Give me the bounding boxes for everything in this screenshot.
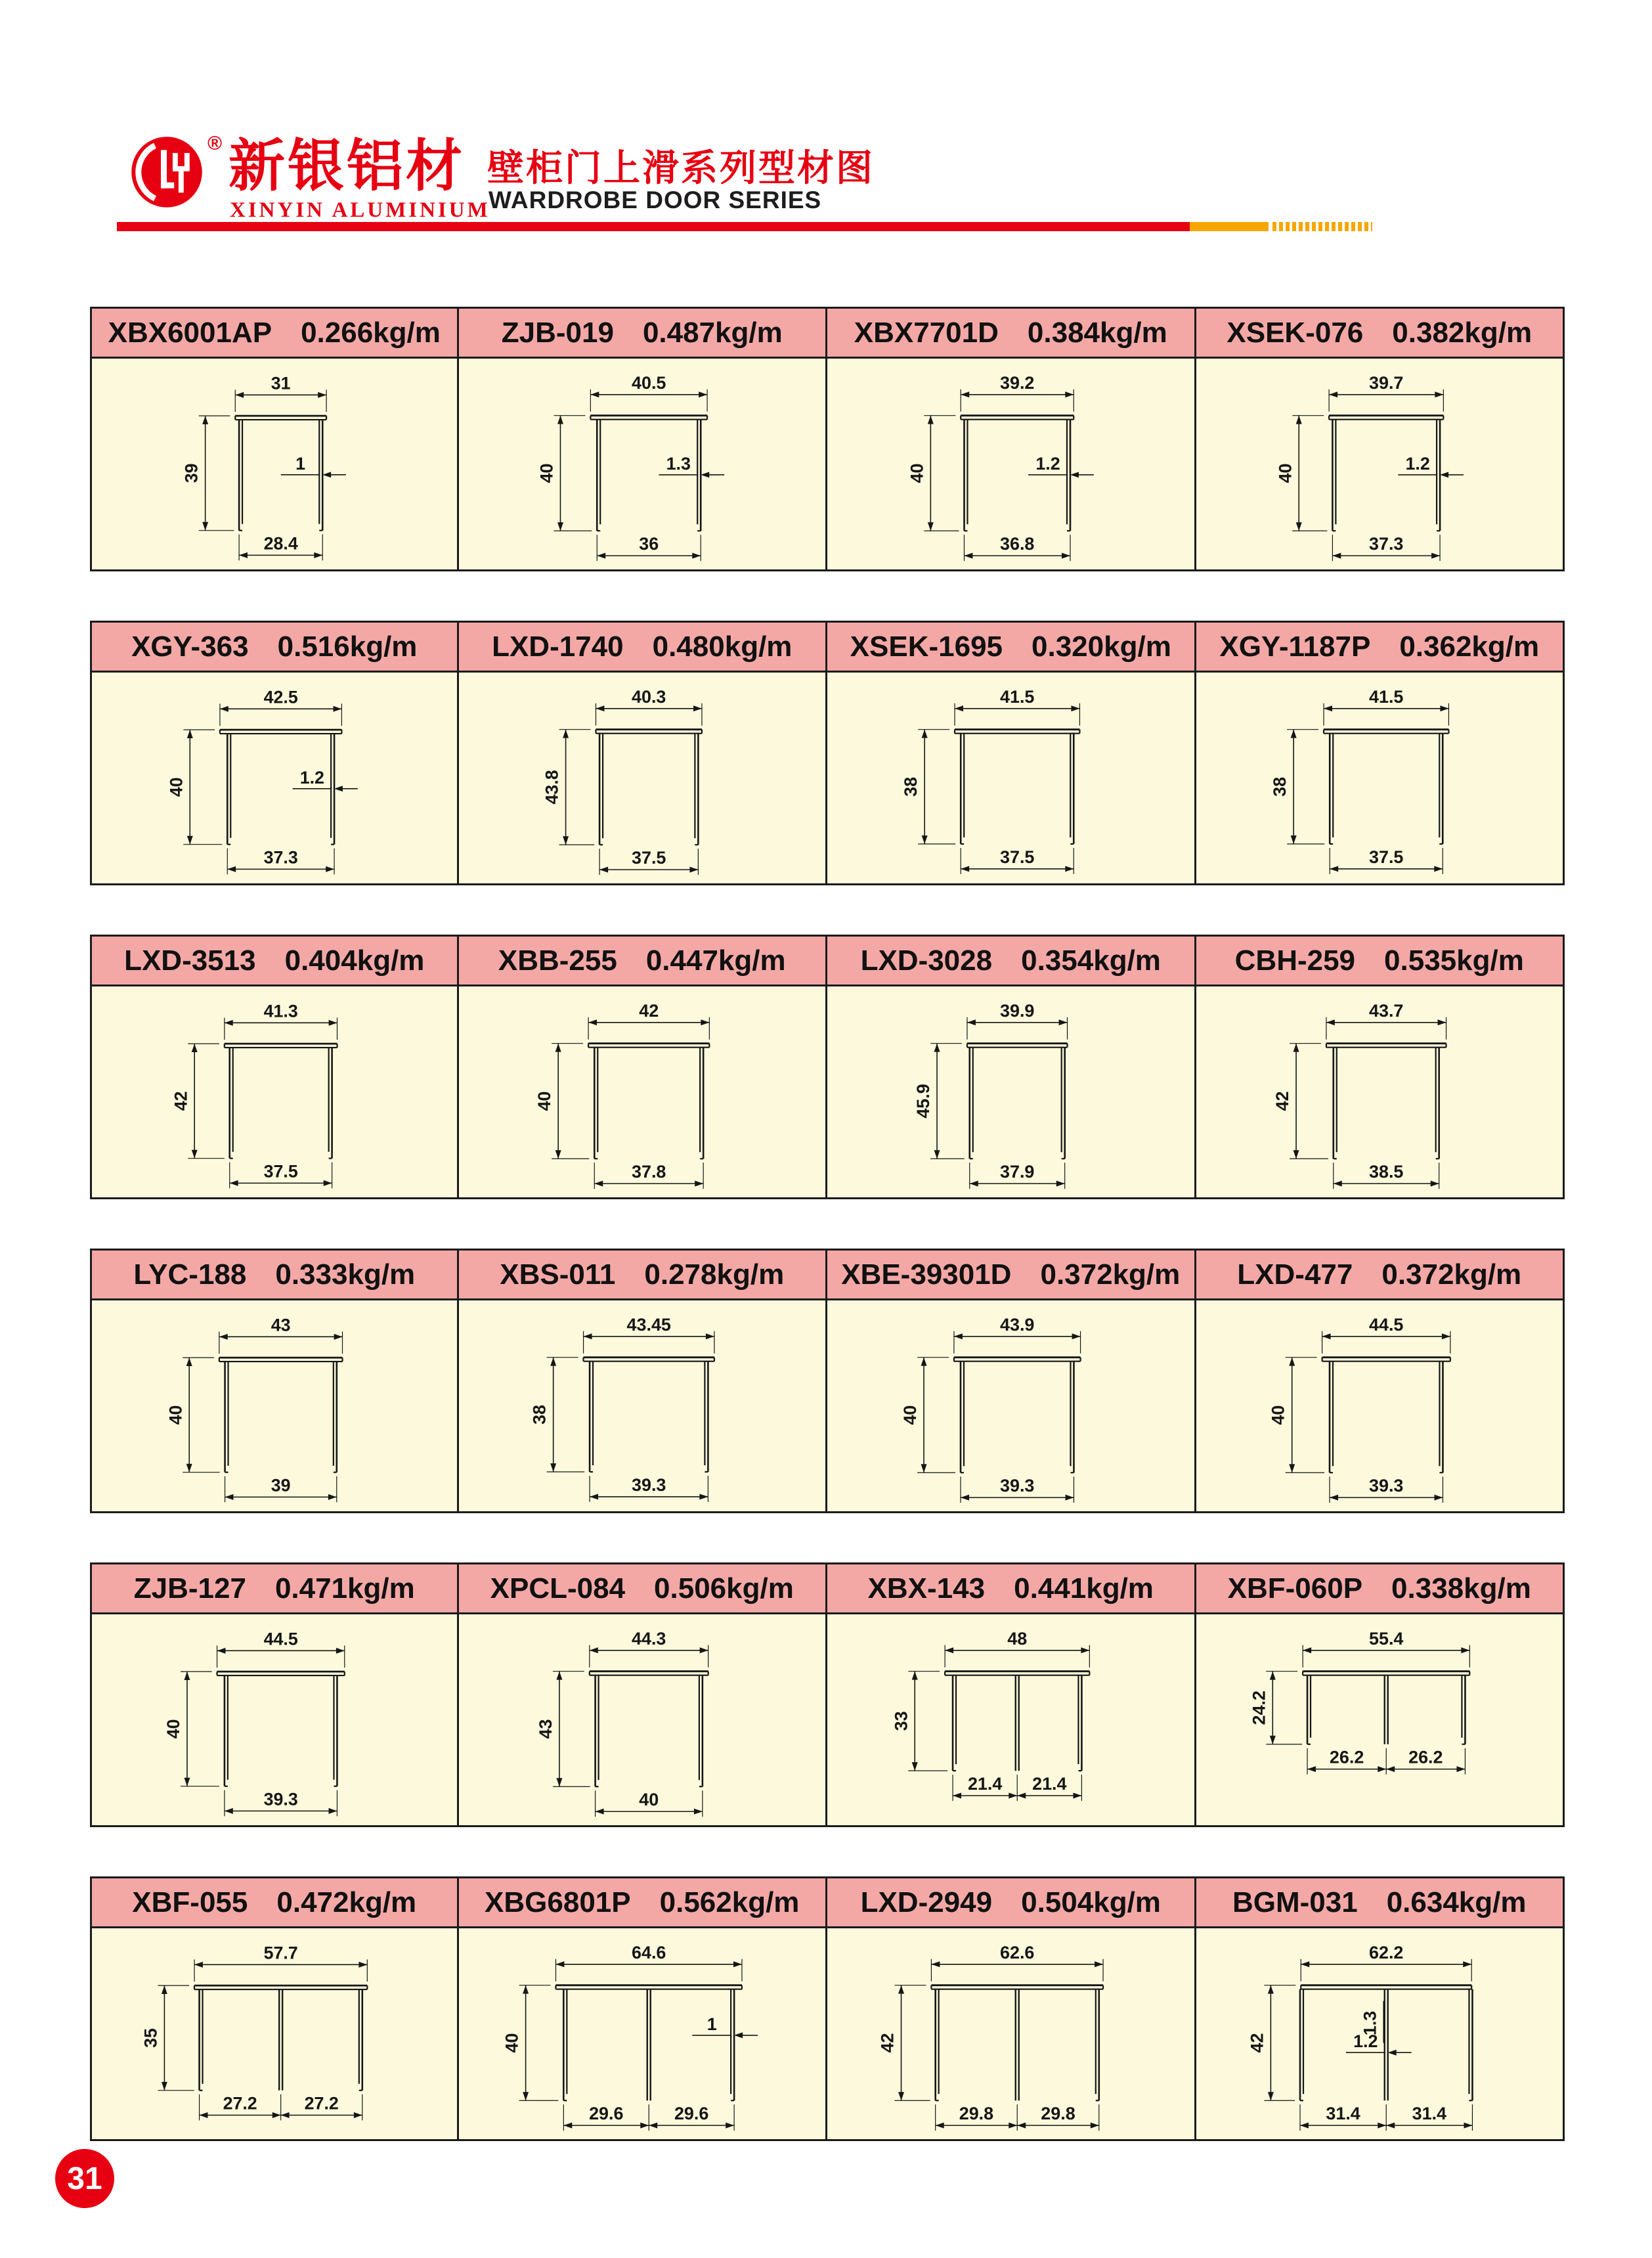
profile-weight-label: 0.480kg/m [652, 630, 793, 663]
profile-drawing-area [827, 1300, 1194, 1511]
registered-trademark: ® [207, 133, 223, 154]
svg-text:40: 40 [638, 1790, 659, 1810]
svg-text:39.2: 39.2 [1000, 372, 1035, 393]
profile-card [90, 621, 459, 885]
svg-text:42: 42 [1272, 1091, 1292, 1111]
profile-card-header [1196, 937, 1563, 986]
svg-text:38.5: 38.5 [1368, 1162, 1403, 1182]
svg-text:43.7: 43.7 [1368, 1000, 1403, 1021]
profile-card [457, 621, 828, 885]
profile-drawing-area [1196, 673, 1563, 883]
svg-text:41.5: 41.5 [1368, 686, 1403, 707]
profile-drawing-area [1196, 1928, 1563, 2139]
profile-drawing-area [827, 1614, 1194, 1825]
profile-drawing-area [827, 1928, 1194, 2139]
svg-text:62.6: 62.6 [1000, 1942, 1035, 1962]
svg-text:21.4: 21.4 [1032, 1774, 1067, 1794]
svg-text:43.45: 43.45 [626, 1314, 671, 1335]
profile-card-header [459, 937, 826, 986]
profile-drawing-area [92, 359, 457, 569]
profile-card-header [827, 623, 1194, 673]
svg-text:45.9: 45.9 [913, 1084, 934, 1118]
svg-text:44.5: 44.5 [1368, 1314, 1403, 1335]
profile-model-label: XBB-255 [498, 944, 617, 977]
svg-text:38: 38 [529, 1404, 550, 1425]
profile-cross-section-drawing [827, 986, 1194, 1197]
page-title-chinese: 壁柜门上滑系列型材图 [487, 147, 875, 188]
profile-weight-label: 0.384kg/m [1027, 316, 1167, 349]
header-rule-yellow [1190, 222, 1269, 231]
header-rule-red [117, 222, 1190, 231]
profile-weight-label: 0.372kg/m [1040, 1258, 1181, 1291]
svg-text:31.4: 31.4 [1325, 2104, 1360, 2124]
profile-cross-section-drawing [827, 673, 1194, 883]
svg-text:40: 40 [534, 1091, 554, 1111]
profile-weight-label: 0.535kg/m [1384, 944, 1524, 977]
page-title-english: WARDROBE DOOR SERIES [489, 187, 822, 213]
profile-card [825, 1249, 1196, 1513]
svg-text:26.2: 26.2 [1408, 1747, 1443, 1767]
profile-weight-label: 0.266kg/m [301, 316, 441, 349]
profile-weight-label: 0.471kg/m [274, 1572, 415, 1605]
svg-text:24.2: 24.2 [1248, 1691, 1269, 1725]
profile-weight-label: 0.634kg/m [1386, 1886, 1527, 1918]
profile-model-label: XBF-060P [1227, 1572, 1363, 1605]
svg-text:29.6: 29.6 [588, 2104, 623, 2124]
profile-drawing-area [459, 986, 826, 1197]
profile-cross-section-drawing [1196, 986, 1563, 1197]
svg-text:29.8: 29.8 [959, 2104, 994, 2124]
profile-cross-section-drawing [459, 1300, 826, 1511]
brand-name-english: XINYIN ALUMINIUM [230, 198, 490, 222]
profile-drawing-area [827, 673, 1194, 883]
profile-card-header [92, 1564, 457, 1614]
profile-model-label: BGM-031 [1232, 1886, 1358, 1918]
profile-card [90, 935, 459, 1199]
svg-text:37.5: 37.5 [1368, 847, 1403, 867]
profile-model-label: XSEK-1695 [850, 630, 1003, 663]
profile-cross-section-drawing [92, 1928, 457, 2139]
profile-model-label: XBX-143 [867, 1572, 986, 1605]
profile-drawing-area [1196, 986, 1563, 1197]
profile-drawing-area [459, 1928, 826, 2139]
profile-model-label: CBH-259 [1234, 944, 1356, 977]
profile-card [90, 307, 459, 571]
profile-weight-label: 0.487kg/m [642, 316, 783, 349]
svg-text:39.3: 39.3 [1000, 1476, 1035, 1496]
svg-text:27.2: 27.2 [223, 2093, 257, 2114]
profile-cross-section-drawing [1196, 359, 1563, 569]
profile-card [457, 1562, 828, 1827]
header-rule-stripes [1272, 222, 1372, 231]
profile-drawing-area [92, 986, 457, 1197]
svg-text:28.4: 28.4 [263, 533, 298, 554]
profile-cross-section-drawing [459, 673, 826, 883]
svg-text:40: 40 [165, 1405, 186, 1425]
profile-card-header [92, 1251, 457, 1300]
svg-text:1.2: 1.2 [1035, 453, 1060, 474]
svg-text:64.6: 64.6 [631, 1942, 666, 1962]
profile-card [825, 307, 1196, 571]
svg-text:40: 40 [1268, 1405, 1288, 1425]
profile-drawing-area [459, 1614, 826, 1825]
profile-card-header [827, 309, 1194, 359]
profile-weight-label: 0.504kg/m [1021, 1886, 1161, 1918]
svg-text:41.3: 41.3 [263, 1001, 298, 1021]
profile-cross-section-drawing [827, 1300, 1194, 1511]
svg-text:40: 40 [536, 463, 557, 483]
profile-model-label: LXD-3513 [124, 944, 256, 977]
profile-cross-section-drawing [1196, 1300, 1563, 1511]
profile-model-label: XGY-1187P [1219, 630, 1371, 663]
svg-text:39.7: 39.7 [1368, 372, 1403, 393]
profile-model-label: LXD-2949 [860, 1886, 993, 1918]
svg-text:42: 42 [1246, 2033, 1267, 2053]
profile-drawing-area [459, 1300, 826, 1511]
profile-weight-label: 0.404kg/m [284, 944, 425, 977]
svg-text:37.5: 37.5 [1000, 847, 1035, 867]
profile-weight-label: 0.338kg/m [1391, 1572, 1531, 1605]
page-number: 31 [67, 2161, 102, 2196]
profile-card [1194, 1562, 1565, 1827]
svg-text:38: 38 [901, 776, 921, 797]
svg-text:26.2: 26.2 [1329, 1747, 1364, 1767]
profile-card-header [92, 1878, 457, 1928]
profile-card [1194, 935, 1565, 1199]
svg-text:42: 42 [877, 2033, 898, 2053]
svg-text:1.2: 1.2 [1404, 453, 1430, 474]
profile-model-label: XSEK-076 [1227, 316, 1364, 349]
profile-card [90, 1249, 459, 1513]
brand-logo-icon [130, 135, 204, 209]
svg-text:44.5: 44.5 [263, 1629, 298, 1649]
profile-card-header [459, 309, 826, 359]
profile-cross-section-drawing [459, 1928, 826, 2139]
profile-weight-label: 0.333kg/m [275, 1258, 416, 1291]
profile-model-label: XBX6001AP [108, 316, 272, 349]
profile-card [825, 935, 1196, 1199]
profile-weight-label: 0.447kg/m [645, 944, 786, 977]
profile-model-label: LXD-1740 [492, 630, 624, 663]
svg-text:55.4: 55.4 [1368, 1628, 1403, 1649]
profile-weight-label: 0.320kg/m [1032, 630, 1171, 663]
profile-drawing-area [92, 673, 457, 883]
svg-text:36.8: 36.8 [1000, 534, 1035, 554]
svg-text:21.4: 21.4 [967, 1774, 1003, 1794]
svg-text:1.3: 1.3 [666, 453, 691, 474]
profile-cross-section-drawing [459, 359, 826, 569]
svg-text:40: 40 [166, 777, 186, 797]
profile-model-label: ZJB-019 [501, 316, 614, 349]
profile-card [90, 1562, 459, 1827]
profile-card [1194, 1876, 1565, 2141]
profile-model-label: XBS-011 [500, 1258, 616, 1291]
svg-text:39: 39 [271, 1475, 291, 1495]
profile-card-header [827, 1564, 1194, 1614]
profile-card-header [827, 937, 1194, 986]
profile-model-label: LXD-477 [1237, 1258, 1353, 1291]
profile-cross-section-drawing [92, 673, 457, 883]
svg-text:40: 40 [1274, 463, 1295, 483]
profile-drawing-area [1196, 1300, 1563, 1511]
svg-text:37.3: 37.3 [263, 847, 298, 868]
svg-text:40: 40 [907, 463, 927, 483]
svg-text:36: 36 [638, 534, 659, 554]
profile-weight-label: 0.441kg/m [1014, 1572, 1154, 1605]
profile-weight-label: 0.382kg/m [1392, 316, 1532, 349]
profile-card [457, 1249, 828, 1513]
svg-text:39.9: 39.9 [1000, 1000, 1035, 1021]
svg-text:43.9: 43.9 [1000, 1314, 1035, 1335]
profile-model-label: XBX7701D [854, 316, 999, 349]
svg-text:43: 43 [271, 1315, 291, 1335]
profile-card-header [1196, 1251, 1563, 1300]
profile-drawing-area [1196, 359, 1563, 569]
profile-card-header [92, 623, 457, 673]
svg-text:29.8: 29.8 [1041, 2104, 1076, 2124]
profile-model-label: XBG6801P [485, 1886, 631, 1918]
svg-text:31.4: 31.4 [1412, 2104, 1446, 2124]
profile-card-header [459, 1564, 826, 1614]
svg-text:27.2: 27.2 [304, 2093, 339, 2114]
svg-text:1.2: 1.2 [299, 767, 324, 787]
profile-drawing-area [92, 1300, 457, 1511]
profile-card [825, 1562, 1196, 1827]
svg-text:37.5: 37.5 [263, 1161, 298, 1182]
svg-text:37.8: 37.8 [631, 1162, 666, 1182]
profile-drawing-area [459, 359, 826, 569]
profile-drawing-area [827, 986, 1194, 1197]
svg-text:62.2: 62.2 [1368, 1942, 1403, 1962]
profile-weight-label: 0.516kg/m [277, 630, 418, 663]
svg-text:39.3: 39.3 [1368, 1476, 1403, 1496]
profile-cross-section-drawing [92, 359, 457, 569]
profile-weight-label: 0.278kg/m [644, 1258, 785, 1291]
svg-text:1.3: 1.3 [1359, 2010, 1380, 2036]
svg-text:37.3: 37.3 [1368, 534, 1403, 554]
profile-card-header [827, 1251, 1194, 1300]
svg-text:43.8: 43.8 [542, 770, 562, 805]
profile-model-label: ZJB-127 [133, 1572, 246, 1605]
profile-drawing-area [1196, 1614, 1563, 1825]
svg-text:40.5: 40.5 [631, 372, 666, 393]
svg-text:1: 1 [706, 2014, 717, 2034]
svg-text:1.2: 1.2 [1353, 2031, 1378, 2052]
profile-cross-section-drawing [827, 1928, 1194, 2139]
svg-text:40: 40 [163, 1719, 184, 1739]
profile-model-label: LXD-3028 [860, 944, 993, 977]
profile-drawing-area [459, 673, 826, 883]
profile-card [90, 1876, 459, 2141]
profile-cross-section-drawing [1196, 673, 1563, 883]
profile-model-label: XBE-39301D [841, 1258, 1012, 1291]
svg-text:40.3: 40.3 [631, 686, 666, 707]
svg-text:42.5: 42.5 [263, 687, 298, 707]
svg-text:42: 42 [171, 1091, 191, 1111]
profile-weight-label: 0.506kg/m [654, 1572, 794, 1605]
brand-name-chinese: 新银铝材 [228, 135, 465, 198]
svg-text:39.3: 39.3 [631, 1474, 666, 1495]
profile-card-header [459, 1251, 826, 1300]
svg-text:31: 31 [271, 373, 291, 393]
profile-model-label: LYC-188 [133, 1258, 247, 1291]
svg-text:44.3: 44.3 [631, 1628, 666, 1649]
profile-weight-label: 0.472kg/m [276, 1886, 417, 1918]
svg-text:40: 40 [900, 1405, 921, 1425]
profile-card [1194, 621, 1565, 885]
profile-card-header [459, 623, 826, 673]
profile-card-header [1196, 623, 1563, 673]
profile-card [825, 621, 1196, 885]
profile-weight-label: 0.362kg/m [1399, 630, 1540, 663]
profile-cross-section-drawing [92, 1300, 457, 1511]
svg-text:57.7: 57.7 [263, 1943, 298, 1963]
svg-text:37.5: 37.5 [631, 848, 666, 868]
profile-weight-label: 0.562kg/m [659, 1886, 800, 1918]
profile-cross-section-drawing [459, 986, 826, 1197]
profile-card-header [1196, 1564, 1563, 1614]
profile-card-grid [90, 307, 1565, 2141]
profile-card [457, 935, 828, 1199]
profile-card-header [459, 1878, 826, 1928]
profile-card [457, 1876, 828, 2141]
profile-drawing-area [92, 1928, 457, 2139]
profile-cross-section-drawing [1196, 1928, 1563, 2139]
profile-model-label: XBF-055 [132, 1886, 248, 1918]
svg-text:40: 40 [502, 2033, 522, 2053]
profile-cross-section-drawing [92, 1614, 457, 1825]
profile-model-label: XPCL-084 [490, 1572, 626, 1605]
profile-cross-section-drawing [827, 1614, 1194, 1825]
profile-card-header [92, 309, 457, 359]
profile-card-header [1196, 309, 1563, 359]
profile-drawing-area [92, 1614, 457, 1825]
profile-cross-section-drawing [459, 1614, 826, 1825]
svg-text:35: 35 [141, 2028, 161, 2048]
svg-text:39.3: 39.3 [263, 1789, 298, 1809]
svg-text:29.6: 29.6 [674, 2104, 708, 2124]
profile-weight-label: 0.372kg/m [1381, 1258, 1522, 1291]
profile-card [457, 307, 828, 571]
svg-text:41.5: 41.5 [1000, 686, 1035, 707]
svg-text:33: 33 [891, 1711, 911, 1731]
profile-card [1194, 1249, 1565, 1513]
profile-drawing-area [827, 359, 1194, 569]
svg-text:37.9: 37.9 [1000, 1162, 1035, 1182]
profile-card [1194, 307, 1565, 571]
profile-card [825, 1876, 1196, 2141]
profile-card-header [1196, 1878, 1563, 1928]
profile-cross-section-drawing [827, 359, 1194, 569]
svg-text:43: 43 [535, 1719, 555, 1739]
svg-text:48: 48 [1007, 1628, 1028, 1649]
profile-card-header [92, 937, 457, 986]
svg-text:42: 42 [638, 1000, 659, 1021]
svg-text:38: 38 [1269, 776, 1290, 797]
svg-text:39: 39 [181, 463, 202, 483]
page-number-badge [55, 2149, 114, 2208]
profile-weight-label: 0.354kg/m [1021, 944, 1161, 977]
svg-text:1: 1 [295, 453, 305, 474]
profile-cross-section-drawing [92, 986, 457, 1197]
profile-cross-section-drawing [1196, 1614, 1563, 1825]
profile-card-header [827, 1878, 1194, 1928]
profile-model-label: XGY-363 [131, 630, 249, 663]
